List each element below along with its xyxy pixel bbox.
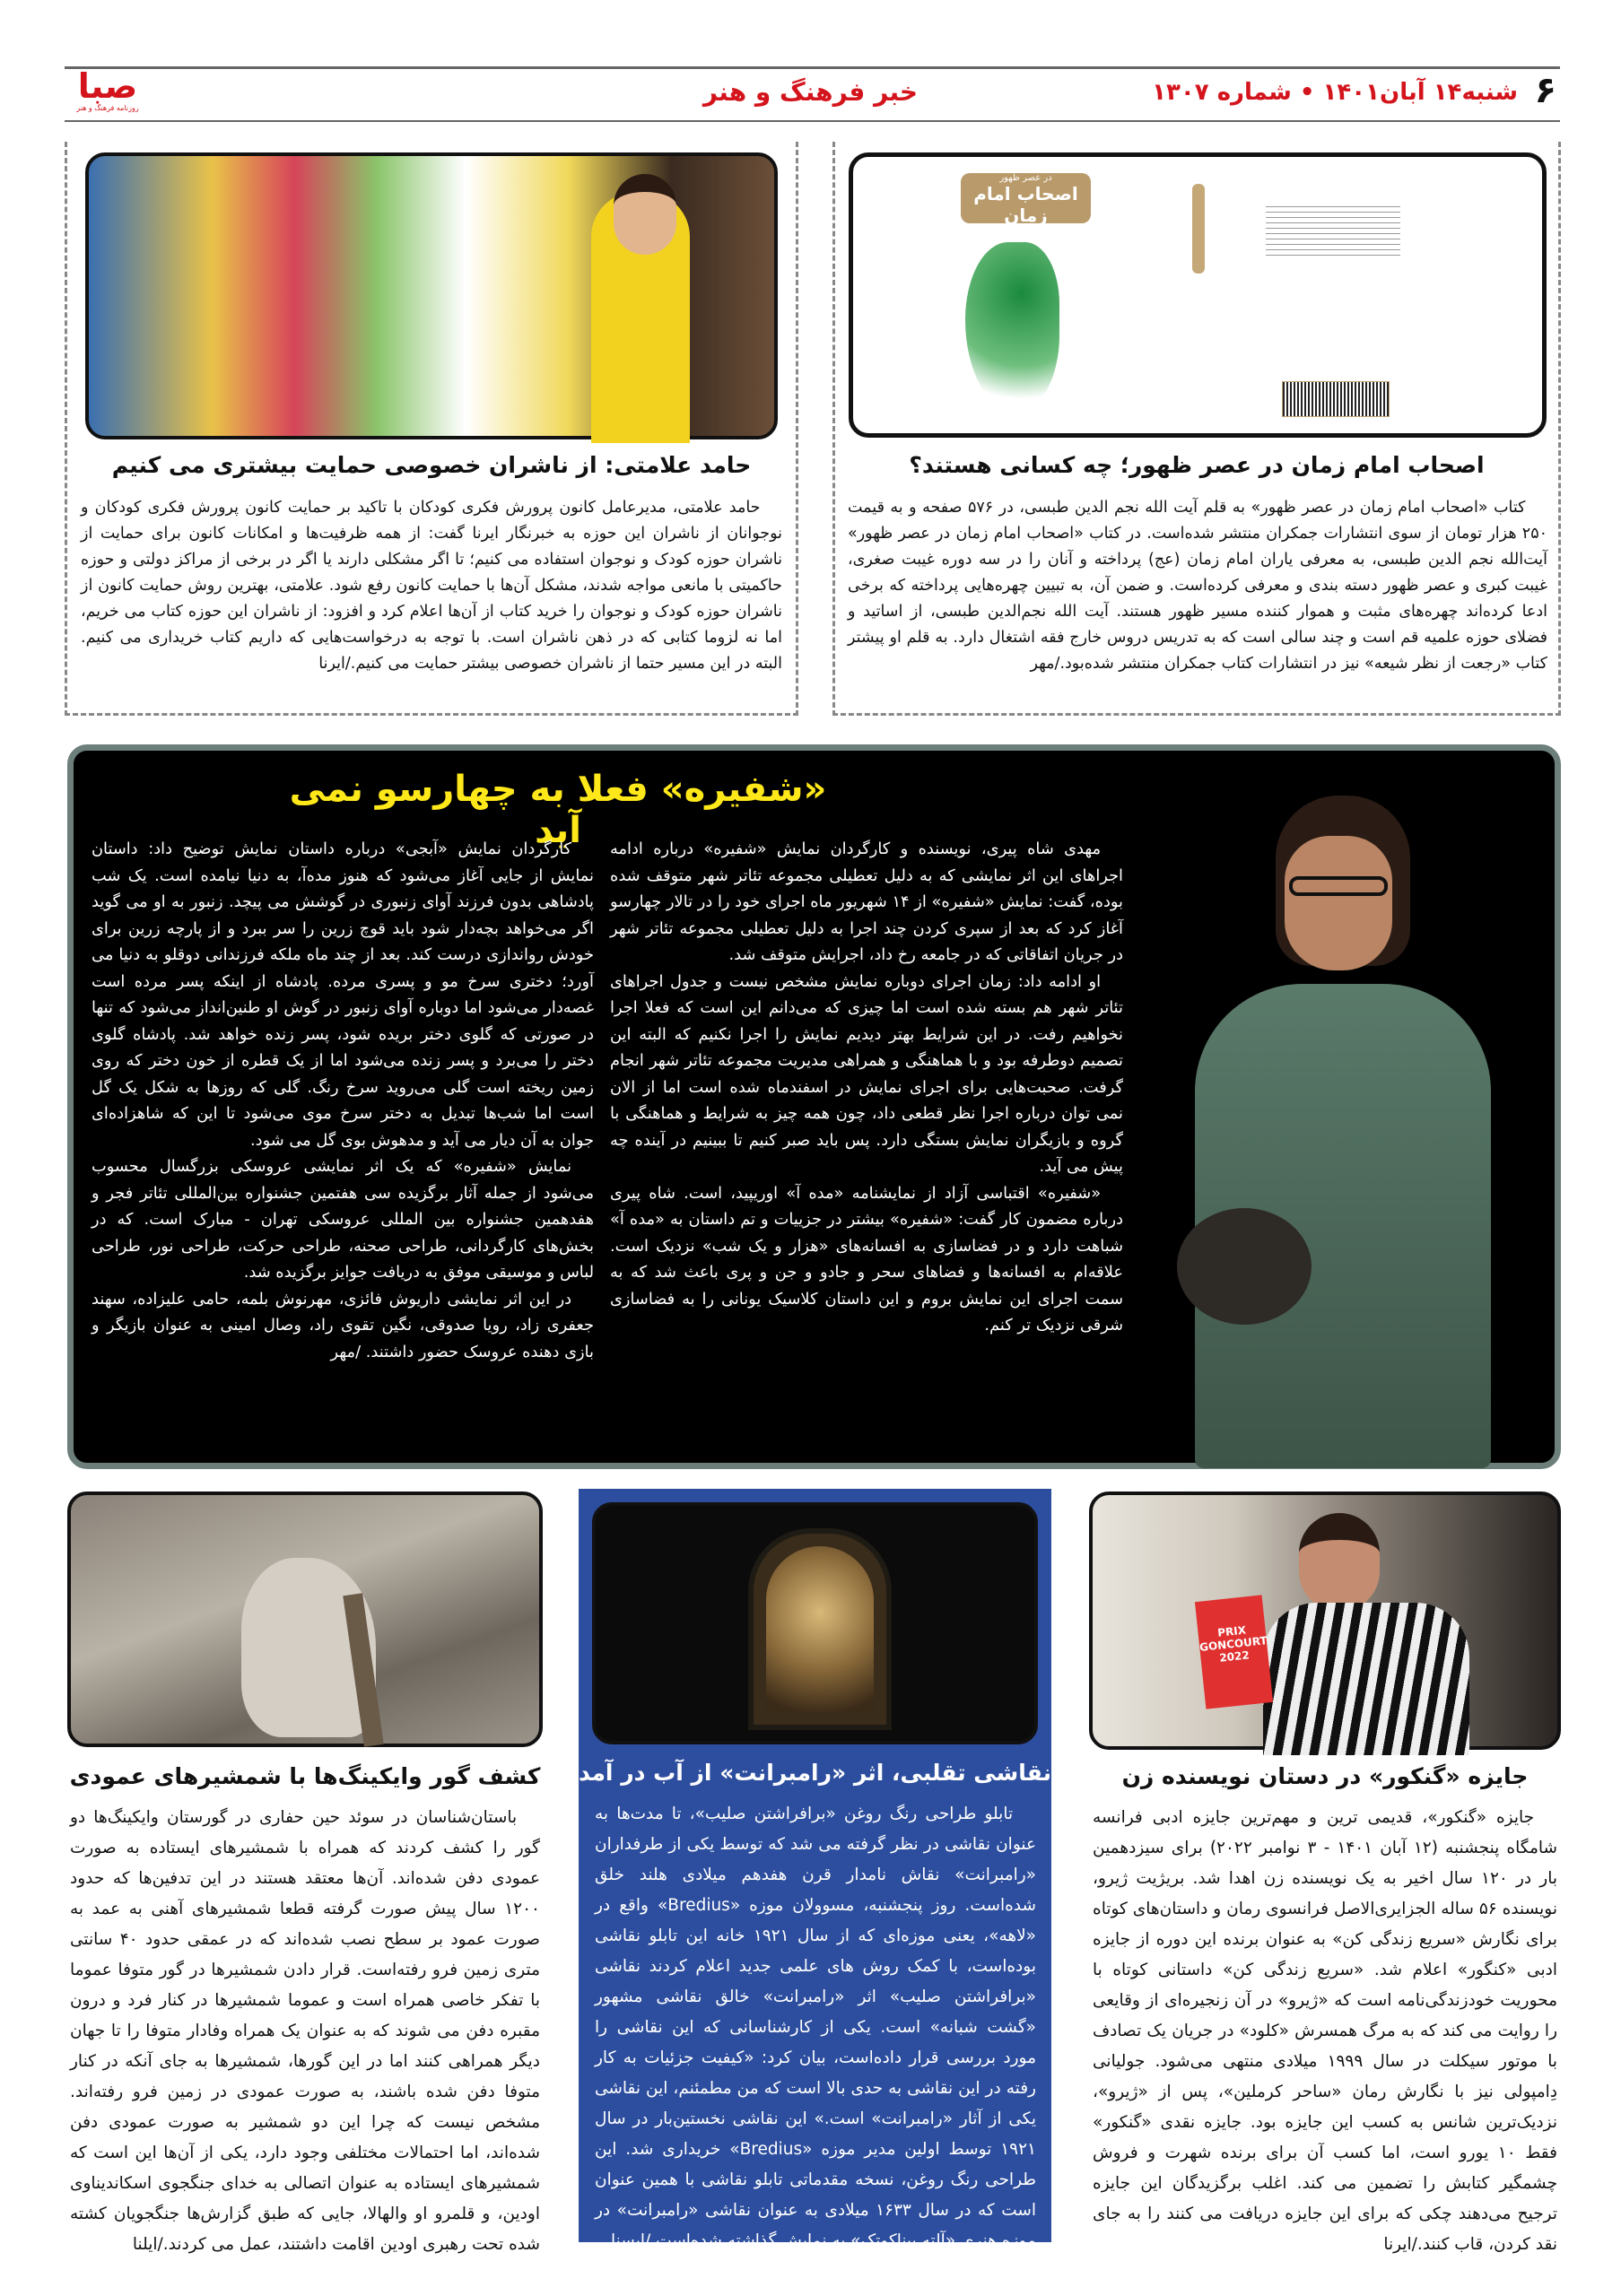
- article-shafireh: [67, 744, 1561, 1469]
- article-paragraph: تابلو طراحی رنگ روغن «برافراشتن صلیب»، تا مدت‌ها به عنوان نقاشی در نظر گرفته می شد که توسط یکی از طرفداران «رامبرانت» نقاش نامدار قرن هفدهم میلادی هلند خلق شده‌است. روز پنجشنبه، مسوولان موزه «Bredius» واقع در «لاهه»، یعنی موزه‌ای که از سال ۱۹۲۱ خانه این تابلو نقاشی بوده‌است، با کمک روش های علمی جدید اعلام کردند نقاشی «برافراشتن صلیب» اثر «رامبرانت» خالق نقاشی مشهور «گشت شبانه» است. یکی از کارشناسانی که این نقاشی را مورد بررسی قرار داده‌است، بیان کرد: «کیفیت جزئیات به کار رفته در این نقاشی به حدی بالا است که من مطمئنم، این نقاشی یکی از آثار «رامبرانت» است.» این نقاشی نخستین‌بار در سال ۱۹۲۱ توسط اولین مدیر موزه «Bredius» خریداری شد. این طراحی رنگ روغن، نسخه مقدماتی تابلو نقاشی با همین عنوان است که در سال ۱۶۳۳ میلادی به عنوان نقاشی «رامبرانت» در موزه هنری «آلته پیناکوتک» به نمایش گذاشته شده‌است./ایسنا: [595, 1805, 1036, 2250]
- article-rembrandt: [579, 1489, 1051, 2250]
- article-column-right: [610, 836, 1123, 1455]
- article-paragraph: او ادامه داد: زمان اجرای دوباره نمایش مشخص نیست و جدول اجراهای تئاتر شهر هم بسته شده است اما چیزی که می‌دانم این است که فعلا اجرا نخواهیم رفت. در این شرایط بهتر دیدیم نمایش را اجرا نکنیم که البته این تصمیم دوطرفه بود و با هماهنگی و همراهی مدیریت مجموعه تئاتر شهر انجام گرفت. صحبت‌هایی برای اجرای نمایش در اسفندماه شده است اما از الان نمی توان درباره اجرا نظر قطعی داد، چون همه چیز به شرایط و هماهنگی با گروه و بازیگران نمایش بستگی دارد. پس باید صبر کنیم تا ببینیم در آینده چه پیش می آید.: [610, 971, 1123, 1176]
- woman-head: [1299, 1513, 1380, 1612]
- page-number: ۶: [1534, 70, 1556, 111]
- goncourt-book: PRIX GONCOURT 2022: [1195, 1595, 1273, 1709]
- article-paragraph: کارگردان نمایش «آبجی» درباره داستان نمایش توضیح داد: داستان نمایش از جایی آغاز می‌شود که هنوز مده‌آ، به دنیا نیامده است. یک شب پادشاهی بدون فرزند آوای زنبوری در گوشش می پیچد. زنبور به او می گوید اگر می‌خواهد بچه‌دار شود باید قوچ زرین را سر ببرد و از پارچه زرین برای خودش رواندازی درست کند. بعد از چند ماه ملکه فرزندانی دوقلو به دنیا می آورد؛ دختری سرخ مو و پسری مرده. پادشاه از اینکه پسر مرده است غصه‌دار می‌شود اما دوباره آوای زنبور در گوش او طنین‌انداز می‌شود که تنها در صورتی که گلوی دختر بریده شود، پسر زنده خواهد شد. پادشاه گلوی دختر را می‌برد و پسر زنده می‌شود اما از یک قطره از خون دختر که روی زمین ریخته است گلی می‌روید سرخ رنگ. گلی که روزها به شکل یک گل است اما شب‌ها تبدیل به دختر سرخ موی می‌شود تا این که شاهزاده‌ای جوان به آن دیار می آید و مدهوش بوی گل می شود.: [92, 839, 594, 1150]
- article-title: «شفیره» فعلا به چهارسو نمی آید: [289, 769, 827, 851]
- girl-head: [614, 174, 676, 255]
- article-title: کشف گور وایکینگ‌ها با شمشیرهای عمودی: [69, 1763, 541, 1789]
- logo-text: صبا: [77, 66, 138, 106]
- barcode: [1282, 381, 1390, 417]
- cover-title: اصحاب امام زمان: [973, 183, 1078, 226]
- striped-scarf: [1263, 1603, 1469, 1755]
- article-column-left: [92, 836, 594, 1455]
- article-paragraph: «شفیره» اقتباسی آزاد از نمایشنامه «مده آ» اوریپید، است. شاه پیری درباره مضمون کار گفت: «شفیره» بیشتر در جزییات و تم داستان به «مده آ» شباهت دارد و در فضاسازی به افسانه‌های «هزار و یک شب» نزدیک است. علاقه‌ام به افسانه‌ها و فضاهای سحر و جادو و جن و پری باعث شد که به سمت اجرای این نمایش بروم و این داستان کلاسیک یونانی را به فضاسازی شرقی نزدیک تر کنم.: [610, 1183, 1123, 1335]
- book-spine-label: [1192, 184, 1205, 274]
- viking-grave-photo: [67, 1492, 543, 1747]
- painting-photo: [592, 1502, 1038, 1744]
- hat-in-hand: [1177, 1208, 1312, 1325]
- issue-date: شنبه۱۴ آبان۱۴۰۱ • شماره ۱۳۰۷: [1152, 79, 1518, 106]
- book-fair-photo: [85, 152, 778, 439]
- article-body: [595, 1799, 1036, 2250]
- article-paragraph: حامد علامتی، مدیرعامل کانون پرورش فکری کودکان با تاکید بر حمایت کانون پرورش فکری کودکان و نوجوانان از ناشران این حوزه به خبرنگار ایرنا گفت: از همه ظرفیت‌ها و امکانات کانون برای حمایت از ناشران حوزه کودک و نوجوان استفاده می کنیم؛ تا اگر مشکلی دارند یا اگر در برخی از مراکز دولتی و حوزه حاکمیتی با مانعی مواجه شدند، مشکل آن‌ها با حمایت کانون رفع شود. علامتی، بهترین روش حمایت کانون از ناشران حوزه کودک و نوجوان را خرید کتاب از آن‌ها اعلام کرد و افزود: از ناشران این حوزه کتاب می خریم، اما نه لزوما کتابی که در ذهن ناشران است. با توجه به درخواست‌هایی که داریم کتاب خریداری می کنیم. البته در این مسیر حتما از ناشران خصوصی بیشتر حمایت می کنیم./ایرنا: [81, 499, 782, 673]
- face: [1285, 836, 1392, 970]
- glasses-icon: [1289, 876, 1388, 896]
- article-title: حامد علامتی: از ناشران خصوصی حمایت بیشتری می کنیم: [111, 452, 752, 478]
- green-flag-doves-art: [965, 242, 1059, 413]
- article-title: اصحاب امام زمان در عصر ظهور؛ چه کسانی هستند؟: [909, 452, 1485, 478]
- article-paragraph: جایزه «گنکور»، قدیمی ترین و مهم‌ترین جایزه ادبی فرانسه شامگاه پنجشنبه (۱۲ آبان ۱۴۰۱ - ۳ نوامبر ۲۰۲۲) برای سیزدهمین بار در ۱۲۰ سال اخیر به یک نویسنده زن اهدا شد. بریژیت ژیرو، نویسنده ۵۶ ساله الجزایری‌الاصل فرانسوی رمان و داستان‌های کوتاه برای نگارش «سریع زندگی کن» به عنوان برنده این دوره از جایزه ادبی «کنگور» اعلام شد. «سریع زندگی کن» داستانی کوتاه با محوریت خودزندگی‌نامه است که «ژیرو» در آن زنجیره‌ای از وقایعی را روایت می کند که به مرگ همسرش «کلود» در جریان یک تصادف با موتور سیکلت در سال ۱۹۹۹ میلادی منتهی می‌شود. جولیانی دِامپولی نیز با نگارش رمان «ساحر کرملین»، پس از «ژیرو»، نزدیک‌ترین شانس به کسب این جایزه بود. جایزه نقدی «گنکور» فقط ۱۰ یورو است، اما کسب آن برای برنده شهرت و فروش چشمگیر کتابش را تضمین می کند. اغلب برگزیدگان این جایزه ترجیح می‌دهند چکی که برای این جایزه دریافت می کنند را به جای نقد کردن، قاب کنند./ایرنا: [1093, 1808, 1558, 2254]
- article-body: [70, 1803, 540, 2254]
- article-title: نقاشی تقلبی، اثر «رامبرانت» از آب در آمد: [579, 1760, 1051, 1786]
- section-title: خبر فرهنگ و هنر: [702, 77, 919, 107]
- article-body: [1093, 1803, 1558, 2254]
- article-body: [81, 495, 782, 709]
- logo-subtitle: روزنامه فرهنگ و هنر: [76, 104, 139, 112]
- back-cover-text: [1266, 202, 1400, 256]
- goncourt-winner-photo: [1089, 1492, 1561, 1750]
- article-paragraph: در این اثر نمایشی داریوش فائزی، مهرنوش بلمه، حامی علیزاده، سهند جعفری زاد، رویا صدوقی، نگین تقوی راد، وصال امینی به عنوان بازیگر و بازی دهنده عروسک حضور داشتند. /مهر: [92, 1289, 594, 1361]
- article-paragraph: باستان‌شناسان در سوئد حین حفاری در گورستان وایکینگ‌ها دو گور را کشف کردند که همراه با شمشیرهای ایستاده به صورت عمودی دفن شده‌اند. آن‌ها معتقد هستند در این تدفین‌ها که حدود ۱۲۰۰ سال پیش صورت گرفته قطعا شمشیرهای آهنی به عمد به صورت عمود بر سطح نصب شده‌اند که در عمقی حدود ۴۰ سانتی متری زمین فرو رفته‌است. قرار دادن شمشیرها در گور متوفا عموما با تفکر خاصی همراه است و عموما شمشیرها در کنار فرد و درون مقبره دفن می شوند که به عنوان یک همراه وفادار متوفا را تا جهان دیگر همراهی کنند اما در این گورها، شمشیرها به جای آنکه در کنار متوفا دفن شده باشند، به صورت عمودی در زمین فرو رفته‌اند. مشخص نیست که چرا این دو شمشیر به صورت عمودی دفن شده‌اند، اما احتمالات مختلفی وجود دارد، یکی از آن‌ها این است که شمشیرهای ایستاده به عنوان اتصالی به خدای جنگجوی اسکاندیناوی اودین، و قلمرو او والهالا، جایی که طبق گزارش‌ها جنگجویان کشته شده تحت رهبری اودین اقامت داشتند، عمل می کردند./ایلنا: [70, 1808, 540, 2254]
- book-cover-image: [849, 152, 1547, 438]
- article-paragraph: مهدی شاه پیری، نویسنده و کارگردان نمایش «شفیره» درباره ادامه اجراهای این اثر نمایشی که به دلیل تعطیلی مجموعه تئاتر شهر متوقف شده بوده، گفت: نمایش «شفیره» از ۱۴ شهریور ماه اجرای خود را در تالار چهارسو آغاز کرد که بعد از سپری کردن چند اجرا به دلیل تعطیلی مجموعه تئاتر شهر در جریان اتفاقاتی که در جامعه رخ داد، اجرایش متوقف شد.: [610, 839, 1124, 964]
- article-title: جایزه «گنکور» در دستان نویسنده زن: [1121, 1763, 1529, 1789]
- cover-title-plate: [961, 173, 1091, 226]
- header-top-rule: [65, 66, 1560, 69]
- header-bottom-rule: [65, 120, 1560, 122]
- director-photo: [1141, 769, 1554, 1468]
- raising-of-the-cross-painting: [766, 1546, 874, 1712]
- article-paragraph: کتاب «اصحاب امام زمان در عصر ظهور» به قلم آیت الله نجم الدین طبسی، در ۵۷۶ صفحه و به قیمت ۲۵۰ هزار تومان از سوی انتشارات جمکران منتشر شده‌است. در کتاب «اصحاب امام زمان در عصر ظهور» آیت‌الله نجم الدین طبسی، به معرفی یاران امام زمان (عج) پرداخته و آنان را در سه دوره غیبت صغری، غیبت کبری و عصر ظهور دسته بندی و معرفی کرده‌است. و ضمن آن، به تبیین چهره‌هایی پرداخته که برخی ادعا کرده‌اند چهره‌های مثبت و هموار کننده مسیر ظهور هستند. آیت الله نجم‌الدین طبسی، از اساتید و فضلای حوزه علمیه قم است و چند سالی است که به تدریس دروس خارج فقه اشتغال دارد. به قلم او پیشتر کتاب «رجعت از نظر شیعه» نیز در انتشارات کتاب جمکران منتشر شده‌بود./مهر: [848, 499, 1547, 673]
- article-body: [848, 495, 1547, 709]
- cover-subtitle: در عصر ظهور: [999, 173, 1052, 183]
- article-paragraph: نمایش «شفیره» که یک اثر نمایشی عروسکی بزرگسال محسوب می‌شود از جمله آثار برگزیده سی هفتمین جشنواره بین‌المللی تئاتر فجر و هفدهمین جشنواره بین المللی عروسکی تهران - مبارک است. که در بخش‌های کارگردانی، طراحی صحنه، طراحی حرکت، طراحی نور، طراحی لباس و موسیقی موفق به دریافت جوایز برگزیده شد.: [92, 1157, 594, 1282]
- painting-frame: [748, 1528, 892, 1730]
